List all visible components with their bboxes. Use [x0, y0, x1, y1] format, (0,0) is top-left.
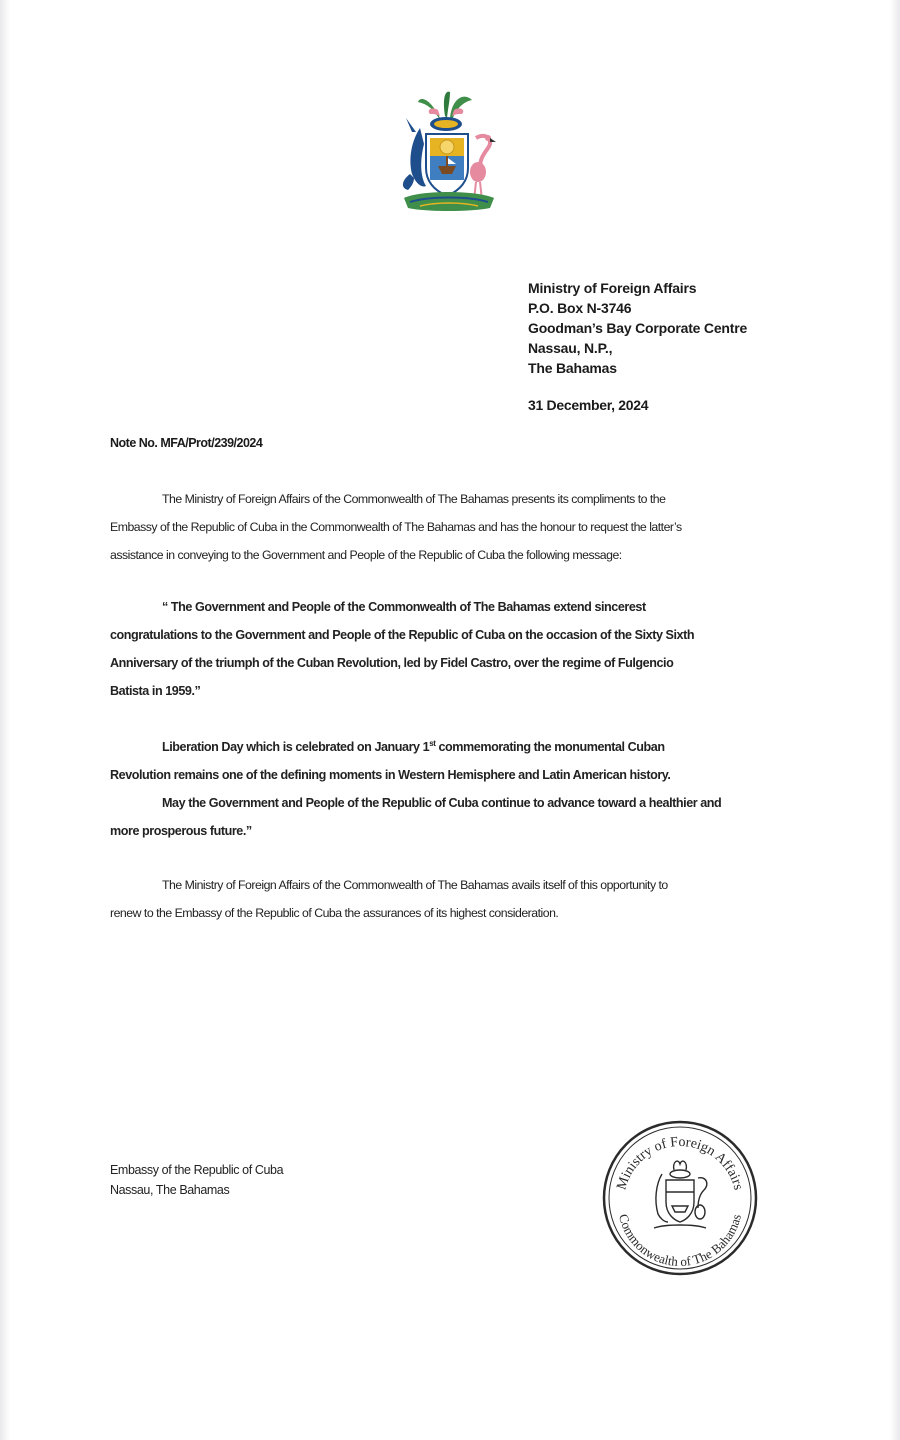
- paragraph-text: Liberation Day which is celebrated on January 1: [162, 740, 430, 754]
- paragraph-line: The Ministry of Foreign Affairs of the Commonwealth of The Bahamas presents its compliments to the: [162, 492, 666, 506]
- paragraph-line: renew to the Embassy of the Republic of Cuba the assurances of its highest consideration.: [110, 906, 559, 920]
- sender-address: [528, 278, 848, 378]
- paragraph-line: more prosperous future.”: [110, 824, 252, 838]
- paragraph-line: Batista in 1959.”: [110, 684, 201, 698]
- address-line: Nassau, N.P.,: [528, 340, 613, 356]
- page-edge-left: [0, 0, 10, 1440]
- paragraph-message: [110, 593, 790, 705]
- paragraph-line: congratulations to the Government and People of the Republic of Cuba on the occasion of the Sixty Sixth: [110, 628, 695, 642]
- paragraph-line: “ The Government and People of the Commonwealth of The Bahamas extend sincerest: [162, 600, 646, 614]
- paragraph-closing: [110, 871, 790, 927]
- bahamas-coat-of-arms-icon: [390, 88, 508, 216]
- paragraph-line: assistance in conveying to the Government and People of the Republic of Cuba the following message:: [110, 548, 622, 562]
- page-edge-right: [890, 0, 900, 1440]
- paragraph-intro: [110, 485, 790, 569]
- paragraph-line: May the Government and People of the Republic of Cuba continue to advance toward a healthier and: [162, 796, 722, 810]
- address-line: Goodman’s Bay Corporate Centre: [528, 320, 748, 336]
- paragraph-line: The Ministry of Foreign Affairs of the Commonwealth of The Bahamas avails itself of this opportunity to: [162, 878, 668, 892]
- paragraph-text: commemorating the monumental Cuban: [435, 740, 665, 754]
- letter-date: 31 December, 2024: [528, 397, 649, 413]
- ordinal-suffix: st: [429, 738, 436, 748]
- paragraph-line: Revolution remains one of the defining moments in Western Hemisphere and Latin American history.: [110, 768, 671, 782]
- recipient-address: [110, 1160, 283, 1200]
- paragraph-line: Embassy of the Republic of Cuba in the Commonwealth of The Bahamas and has the honour to request the latter’s: [110, 520, 682, 534]
- note-number: Note No. MFA/Prot/239/2024: [110, 436, 263, 450]
- paragraph-line: [110, 733, 790, 761]
- ministry-seal-stamp-icon: [600, 1118, 760, 1278]
- address-line: Ministry of Foreign Affairs: [528, 280, 697, 296]
- seal-top-text: Ministry of Foreign Affairs: [614, 1134, 746, 1192]
- paragraph-liberation-day: [110, 733, 790, 845]
- address-line: The Bahamas: [528, 360, 617, 376]
- recipient-line: Nassau, The Bahamas: [110, 1183, 230, 1197]
- address-line: P.O. Box N-3746: [528, 300, 632, 316]
- recipient-line: Embassy of the Republic of Cuba: [110, 1163, 284, 1177]
- paragraph-line: Anniversary of the triumph of the Cuban Revolution, led by Fidel Castro, over the regime of Fulgencio: [110, 656, 674, 670]
- seal-bottom-text: Commonwealth of The Bahamas: [616, 1212, 744, 1270]
